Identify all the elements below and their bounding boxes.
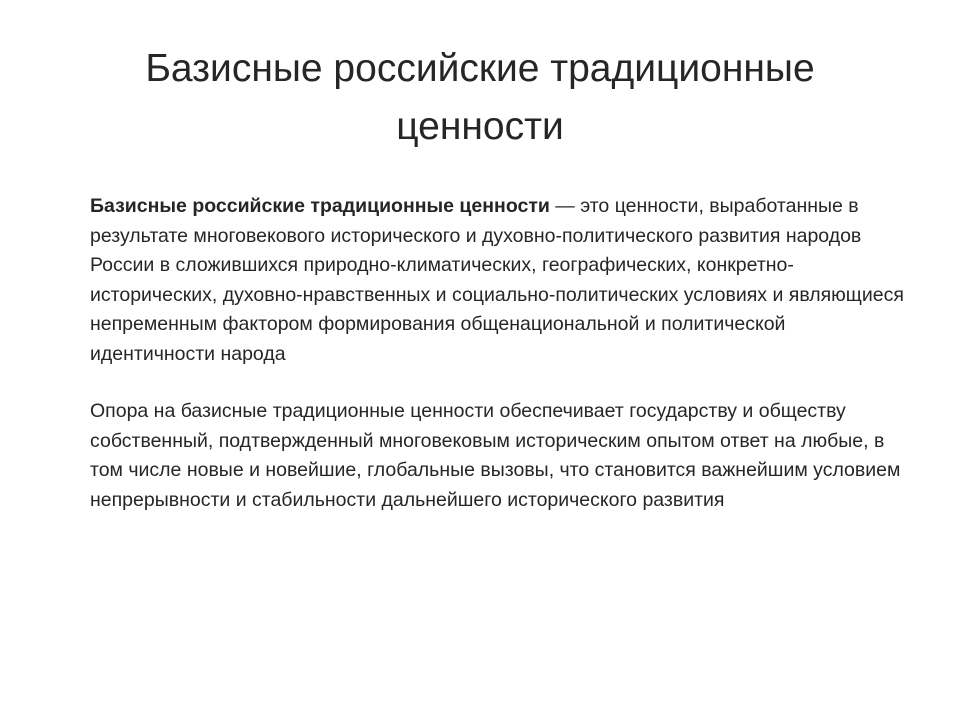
definition-text: — это ценности, выработанные в результате многовекового исторического и духовно-политического развития народов России в сложившихся природно-климатических, географических, конкретно-исторических, духовно-нравственных и социально-политических условиях и являющиеся непременным фактором формирования общенациональной и политической идентичности народа — [90, 195, 904, 365]
slide-title: Базисные российские традиционные ценности — [145, 47, 815, 148]
second-paragraph: Опора на базисные традиционные ценности обеспечивает государству и обществу собственный, подтвержденный многовековым историческим опытом ответ на любые, в том числе новые и новейшие, глобальные вызовы, что становится важнейшим условием непрерывности и стабильности дальнейшего исторического развития — [90, 400, 901, 511]
slide-body — [90, 192, 910, 515]
definition-paragraph — [90, 192, 910, 369]
definition-term: Базисные российские традиционные ценности — [90, 195, 550, 217]
